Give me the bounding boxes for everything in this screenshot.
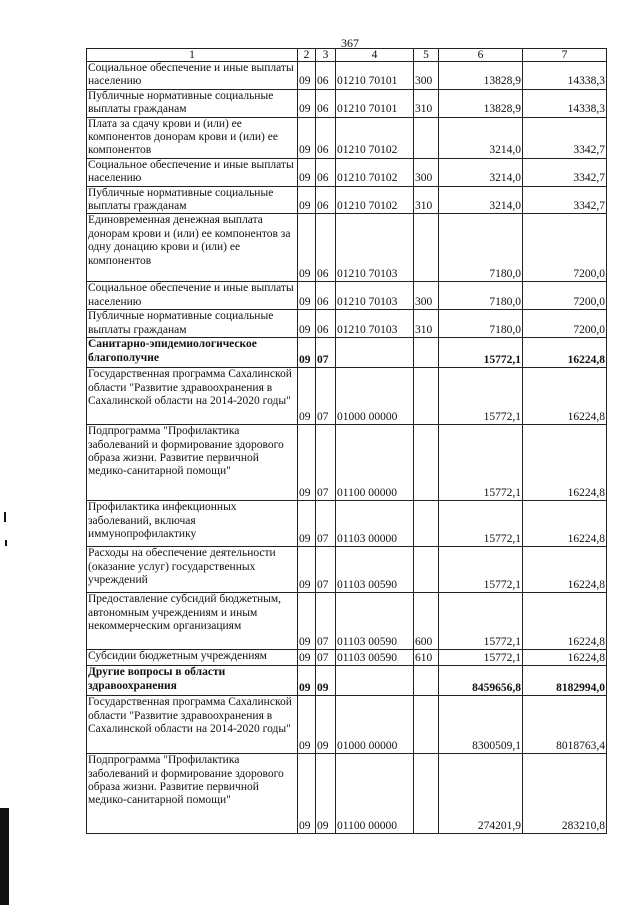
row-amount-year1: 15772,1 bbox=[439, 338, 523, 368]
row-amount-year2: 3342,7 bbox=[523, 158, 607, 186]
row-amount-year1: 13828,9 bbox=[439, 89, 523, 117]
row-amount-year1: 3214,0 bbox=[439, 117, 523, 158]
row-name: Публичные нормативные социальные выплаты гражданам bbox=[87, 310, 298, 338]
col-header-subsection: 3 bbox=[316, 49, 336, 62]
row-amount-year2: 16224,8 bbox=[523, 547, 607, 593]
row-subsection: 06 bbox=[316, 282, 336, 310]
row-amount-year2: 8018763,4 bbox=[523, 696, 607, 754]
table-row bbox=[87, 89, 607, 117]
row-subsection: 06 bbox=[316, 158, 336, 186]
row-subsection: 07 bbox=[316, 501, 336, 547]
table-row bbox=[87, 117, 607, 158]
row-section: 09 bbox=[298, 89, 316, 117]
scan-speck bbox=[4, 512, 6, 522]
row-amount-year1: 15772,1 bbox=[439, 368, 523, 425]
col-header-amount-year1: 6 bbox=[439, 49, 523, 62]
table-row bbox=[87, 214, 607, 282]
row-name: Государственная программа Сахалинской области "Развитие здравоохранения в Сахалинской области на 2014-2020 годы" bbox=[87, 368, 298, 425]
row-amount-year1: 8300509,1 bbox=[439, 696, 523, 754]
row-target-article bbox=[336, 666, 414, 696]
row-amount-year2: 3342,7 bbox=[523, 117, 607, 158]
row-section: 09 bbox=[298, 501, 316, 547]
row-target-article: 01210 70102 bbox=[336, 158, 414, 186]
row-subsection: 07 bbox=[316, 547, 336, 593]
row-section: 09 bbox=[298, 282, 316, 310]
row-name: Предоставление субсидий бюджетным, автономным учреждениям и иным некоммерческим организациям bbox=[87, 593, 298, 650]
row-name: Социальное обеспечение и иные выплаты населению bbox=[87, 158, 298, 186]
row-target-article: 01210 70102 bbox=[336, 117, 414, 158]
row-expense-type bbox=[414, 425, 439, 501]
row-subsection: 09 bbox=[316, 666, 336, 696]
row-expense-type bbox=[414, 214, 439, 282]
col-header-section: 2 bbox=[298, 49, 316, 62]
row-expense-type: 610 bbox=[414, 650, 439, 666]
row-subsection: 09 bbox=[316, 754, 336, 834]
row-target-article: 01210 70103 bbox=[336, 282, 414, 310]
row-amount-year2: 16224,8 bbox=[523, 593, 607, 650]
row-expense-type: 300 bbox=[414, 62, 439, 90]
row-expense-type: 300 bbox=[414, 158, 439, 186]
row-section: 09 bbox=[298, 593, 316, 650]
row-amount-year2: 7200,0 bbox=[523, 282, 607, 310]
row-amount-year1: 8459656,8 bbox=[439, 666, 523, 696]
row-expense-type bbox=[414, 501, 439, 547]
col-header-target-article: 4 bbox=[336, 49, 414, 62]
row-section: 09 bbox=[298, 117, 316, 158]
table-row bbox=[87, 666, 607, 696]
row-target-article: 01000 00000 bbox=[336, 696, 414, 754]
row-name: Единовременная денежная выплата донорам крови и (или) ее компонентов за одну донацию крови и (или) ее компонентов bbox=[87, 214, 298, 282]
row-amount-year1: 15772,1 bbox=[439, 425, 523, 501]
row-name: Публичные нормативные социальные выплаты гражданам bbox=[87, 89, 298, 117]
row-section: 09 bbox=[298, 214, 316, 282]
row-target-article: 01000 00000 bbox=[336, 368, 414, 425]
row-expense-type bbox=[414, 666, 439, 696]
row-subsection: 06 bbox=[316, 310, 336, 338]
row-section: 09 bbox=[298, 754, 316, 834]
row-expense-type: 310 bbox=[414, 310, 439, 338]
row-target-article: 01210 70102 bbox=[336, 186, 414, 214]
row-amount-year1: 3214,0 bbox=[439, 186, 523, 214]
row-name: Плата за сдачу крови и (или) ее компонентов донорам крови и (или) ее компонентов bbox=[87, 117, 298, 158]
col-header-name: 1 bbox=[87, 49, 298, 62]
row-amount-year1: 7180,0 bbox=[439, 214, 523, 282]
row-subsection: 07 bbox=[316, 368, 336, 425]
row-section: 09 bbox=[298, 186, 316, 214]
row-name: Санитарно-эпидемиологическое благополучие bbox=[87, 338, 298, 368]
row-amount-year2: 16224,8 bbox=[523, 501, 607, 547]
row-section: 09 bbox=[298, 425, 316, 501]
row-amount-year1: 15772,1 bbox=[439, 501, 523, 547]
row-subsection: 06 bbox=[316, 89, 336, 117]
row-amount-year1: 3214,0 bbox=[439, 158, 523, 186]
row-target-article: 01103 00590 bbox=[336, 650, 414, 666]
row-amount-year2: 3342,7 bbox=[523, 186, 607, 214]
row-target-article: 01100 00000 bbox=[336, 754, 414, 834]
table-row bbox=[87, 310, 607, 338]
row-subsection: 09 bbox=[316, 696, 336, 754]
table-row bbox=[87, 696, 607, 754]
row-expense-type bbox=[414, 547, 439, 593]
row-amount-year2: 16224,8 bbox=[523, 650, 607, 666]
row-name: Подпрограмма "Профилактика заболеваний и формирование здорового образа жизни. Развитие первичной медико-санитарной помощи" bbox=[87, 425, 298, 501]
row-section: 09 bbox=[298, 666, 316, 696]
row-amount-year2: 14338,3 bbox=[523, 89, 607, 117]
table-row bbox=[87, 501, 607, 547]
row-name: Расходы на обеспечение деятельности (оказание услуг) государственных учреждений bbox=[87, 547, 298, 593]
header-row bbox=[87, 49, 607, 62]
row-section: 09 bbox=[298, 696, 316, 754]
row-expense-type bbox=[414, 696, 439, 754]
page-number: 367 bbox=[341, 36, 359, 50]
table-row bbox=[87, 62, 607, 90]
col-header-amount-year2: 7 bbox=[523, 49, 607, 62]
row-target-article: 01100 00000 bbox=[336, 425, 414, 501]
row-section: 09 bbox=[298, 310, 316, 338]
row-expense-type bbox=[414, 368, 439, 425]
row-amount-year1: 13828,9 bbox=[439, 62, 523, 90]
row-expense-type bbox=[414, 754, 439, 834]
row-expense-type: 600 bbox=[414, 593, 439, 650]
row-section: 09 bbox=[298, 158, 316, 186]
row-name: Субсидии бюджетным учреждениям bbox=[87, 650, 298, 666]
row-section: 09 bbox=[298, 338, 316, 368]
row-subsection: 06 bbox=[316, 117, 336, 158]
table-row bbox=[87, 368, 607, 425]
row-subsection: 07 bbox=[316, 425, 336, 501]
row-expense-type: 310 bbox=[414, 186, 439, 214]
row-amount-year2: 7200,0 bbox=[523, 214, 607, 282]
scan-edge-mark bbox=[0, 808, 9, 905]
table-row bbox=[87, 282, 607, 310]
row-amount-year1: 7180,0 bbox=[439, 310, 523, 338]
table-row bbox=[87, 425, 607, 501]
row-expense-type: 300 bbox=[414, 282, 439, 310]
row-amount-year1: 274201,9 bbox=[439, 754, 523, 834]
row-target-article: 01210 70103 bbox=[336, 214, 414, 282]
table-row bbox=[87, 338, 607, 368]
row-amount-year1: 7180,0 bbox=[439, 282, 523, 310]
row-section: 09 bbox=[298, 547, 316, 593]
row-target-article: 01103 00590 bbox=[336, 593, 414, 650]
row-subsection: 07 bbox=[316, 650, 336, 666]
row-subsection: 07 bbox=[316, 338, 336, 368]
row-section: 09 bbox=[298, 368, 316, 425]
row-amount-year1: 15772,1 bbox=[439, 650, 523, 666]
row-name: Социальное обеспечение и иные выплаты населению bbox=[87, 282, 298, 310]
row-target-article bbox=[336, 338, 414, 368]
row-amount-year2: 16224,8 bbox=[523, 425, 607, 501]
table-row bbox=[87, 186, 607, 214]
row-name: Профилактика инфекционных заболеваний, включая иммунопрофилактику bbox=[87, 501, 298, 547]
row-name: Подпрограмма "Профилактика заболеваний и формирование здорового образа жизни. Развитие первичной медико-санитарной помощи" bbox=[87, 754, 298, 834]
row-subsection: 06 bbox=[316, 62, 336, 90]
scan-speck bbox=[5, 540, 7, 546]
row-amount-year1: 15772,1 bbox=[439, 593, 523, 650]
col-header-expense-type: 5 bbox=[414, 49, 439, 62]
row-amount-year2: 16224,8 bbox=[523, 338, 607, 368]
row-name: Другие вопросы в области здравоохранения bbox=[87, 666, 298, 696]
row-amount-year2: 16224,8 bbox=[523, 368, 607, 425]
table-row bbox=[87, 158, 607, 186]
row-target-article: 01210 70103 bbox=[336, 310, 414, 338]
row-target-article: 01210 70101 bbox=[336, 89, 414, 117]
row-section: 09 bbox=[298, 62, 316, 90]
table-row bbox=[87, 754, 607, 834]
table-row bbox=[87, 547, 607, 593]
row-expense-type: 310 bbox=[414, 89, 439, 117]
row-target-article: 01210 70101 bbox=[336, 62, 414, 90]
budget-table bbox=[86, 48, 607, 834]
row-name: Публичные нормативные социальные выплаты гражданам bbox=[87, 186, 298, 214]
row-name: Государственная программа Сахалинской области "Развитие здравоохранения в Сахалинской области на 2014-2020 годы" bbox=[87, 696, 298, 754]
row-amount-year2: 14338,3 bbox=[523, 62, 607, 90]
row-section: 09 bbox=[298, 650, 316, 666]
row-target-article: 01103 00000 bbox=[336, 501, 414, 547]
row-subsection: 06 bbox=[316, 214, 336, 282]
row-subsection: 06 bbox=[316, 186, 336, 214]
row-amount-year1: 15772,1 bbox=[439, 547, 523, 593]
row-name: Социальное обеспечение и иные выплаты населению bbox=[87, 62, 298, 90]
table-row bbox=[87, 650, 607, 666]
row-expense-type bbox=[414, 117, 439, 158]
row-amount-year2: 283210,8 bbox=[523, 754, 607, 834]
row-target-article: 01103 00590 bbox=[336, 547, 414, 593]
row-amount-year2: 7200,0 bbox=[523, 310, 607, 338]
row-expense-type bbox=[414, 338, 439, 368]
row-amount-year2: 8182994,0 bbox=[523, 666, 607, 696]
table-row bbox=[87, 593, 607, 650]
row-subsection: 07 bbox=[316, 593, 336, 650]
